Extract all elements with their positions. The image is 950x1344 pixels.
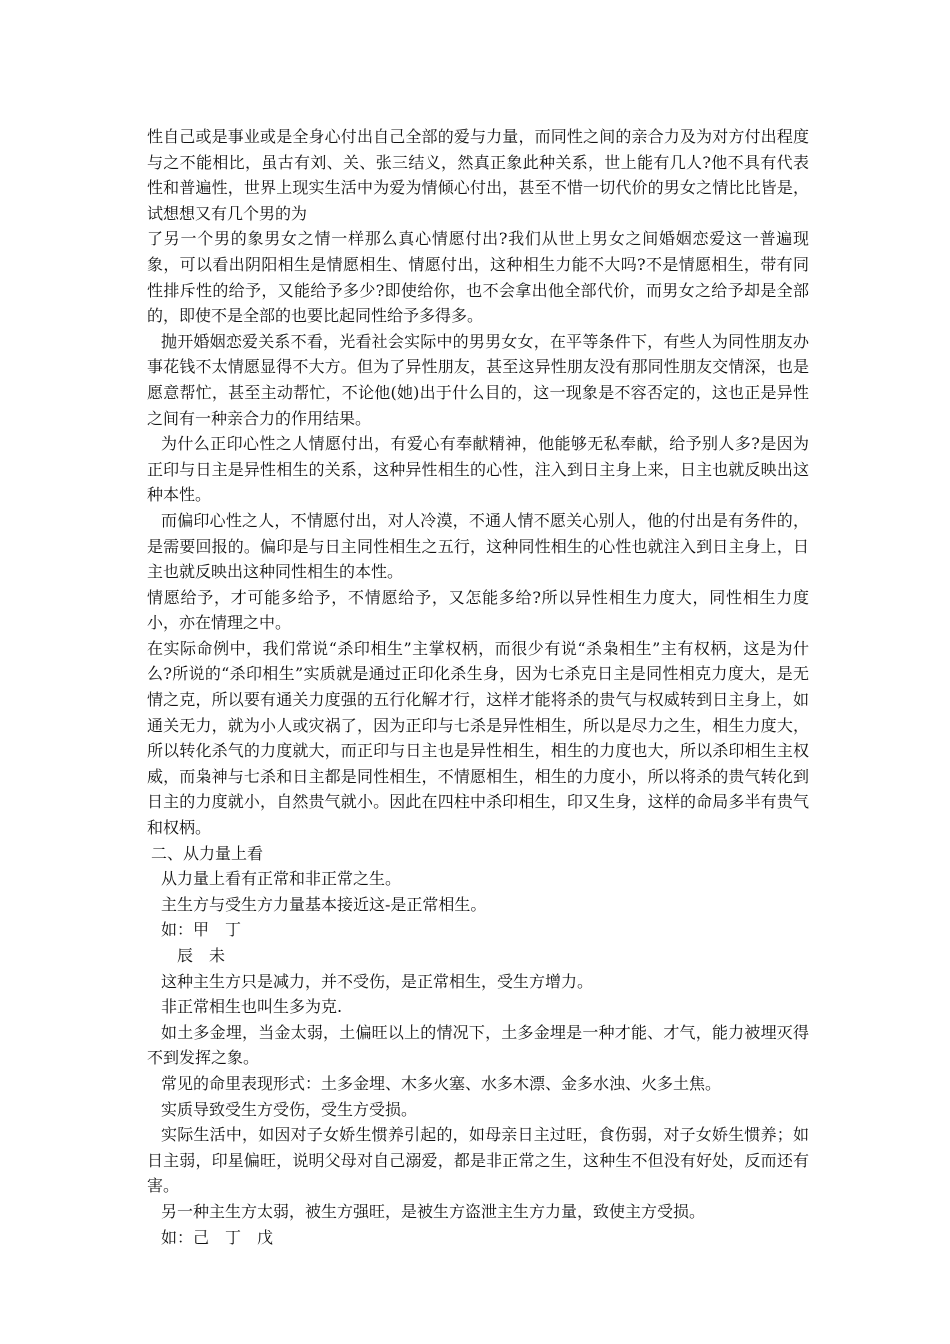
paragraph-2: 了另一个男的象男女之情一样那么真心情愿付出?我们从世上男女之间婚姻恋爱这一普遍现象，可以看出阴阳相生是情愿相生、情愿付出，这种相生力能不大吗?不是情愿相生，带有同性排斥性的给予，又能给予多少?即使给你，也不会拿出他全部代价，而男女之给予却是全部的，即使不是全部的也要比起同性给予多得多。	[147, 229, 809, 326]
paragraph-16: 另一种主生方太弱，被生方强旺，是被生方盗泄主生方力量，致使主方受损。	[161, 1201, 706, 1221]
section-heading: 二、从力量上看	[151, 843, 264, 863]
example-line-2: 辰 未	[177, 946, 226, 965]
paragraph-10: 这种主生方只是减力，并不受伤，是正常相生，受生方增力。	[161, 971, 594, 991]
example-line-3: 如：己 丁 戊	[161, 1227, 274, 1247]
example-line-1: 如：甲 丁	[161, 920, 242, 940]
paragraph-9: 主生方与受生方力量基本接近这-是正常相生。	[161, 894, 487, 914]
paragraph-5: 而偏印心性之人，不情愿付出，对人冷漠，不通人情不愿关心别人，他的付出是有务件的，是需要回报的。偏印是与日主同性相生之五行，这种同性相生的心性也就注入到日主身上，日主也就反映出这种同性相生的本性。	[147, 510, 809, 582]
paragraph-8: 从力量上看有正常和非正常之生。	[161, 869, 402, 889]
document-page	[147, 124, 809, 1250]
paragraph-11: 非正常相生也叫生多为克.	[161, 997, 343, 1017]
paragraph-4: 为什么正印心性之人情愿付出，有爱心有奉献精神，他能够无私奉献，给予别人多?是因为正印与日主是异性相生的关系，这种异性相生的心性，注入到日主身上来，日主也就反映出这种本性。	[147, 434, 809, 505]
paragraph-1: 性自己或是事业或是全身心付出自己全部的爱与力量，而同性之间的亲合力及为对方付出程度与之不能相比，虽古有刘、关、张三结义，然真正象此种关系，世上能有几人?他不具有代表性和普遍性，世界上现实生活中为爱为情倾心付出，甚至不惜一切代价的男女之情比比皆是，试想想又有几个男的为	[147, 127, 809, 223]
paragraph-6: 情愿给予，才可能多给予，不情愿给予，又怎能多给?所以异性相生力度大，同性相生力度小，亦在情理之中。	[147, 587, 809, 633]
paragraph-13: 常见的命里表现形式：土多金埋、木多火塞、水多木漂、金多水浊、火多土焦。	[161, 1073, 722, 1093]
paragraph-15: 实际生活中，如因对子女娇生惯养引起的，如母亲日主过旺，食伤弱，对子女娇生惯养；如日主弱，印星偏旺，说明父母对自己溺爱，都是非正常之生，这种生不但没有好处，反而还有害。	[147, 1125, 809, 1196]
paragraph-12: 如土多金埋，当金太弱，土偏旺以上的情况下，土多金埋是一种才能、才气，能力被埋灭得不到发挥之象。	[147, 1022, 809, 1068]
paragraph-3: 抛开婚姻恋爱关系不看，光看社会实际中的男男女女，在平等条件下，有些人为同性朋友办事花钱不太情愿显得不大方。但为了异性朋友，甚至这异性朋友没有那同性朋友交情深，也是愿意帮忙，甚至主动帮忙，不论他(她)出于什么目的，这一现象是不容否定的，这也正是异性之间有一种亲合力的作用结果。	[147, 331, 809, 428]
paragraph-14: 实质导致受生方受伤，受生方受损。	[161, 1099, 418, 1119]
paragraph-7: 在实际命例中，我们常说“杀印相生”主掌权柄，而很少有说“杀枭相生”主有权柄，这是为什么?所说的“杀印相生”实质就是通过正印化杀生身，因为七杀克日主是同性相克力度大，是无情之克，所以要有通关力度强的五行化解才行，这样才能将杀的贵气与权威转到日主身上，如通关无力，就为小人或灾祸了，因为正印与七杀是异性相生，所以是尽力之生，相生力度大，所以转化杀气的力度就大，而正印与日主也是异性相生，相生的力度也大，所以杀印相生主权威，而枭神与七杀和日主都是同性相生，不情愿相生，相生的力度小，所以将杀的贵气转化到日主的力度就小，自然贵气就小。因此在四柱中杀印相生，印又生身，这样的命局多半有贵气和权柄。	[147, 638, 809, 838]
